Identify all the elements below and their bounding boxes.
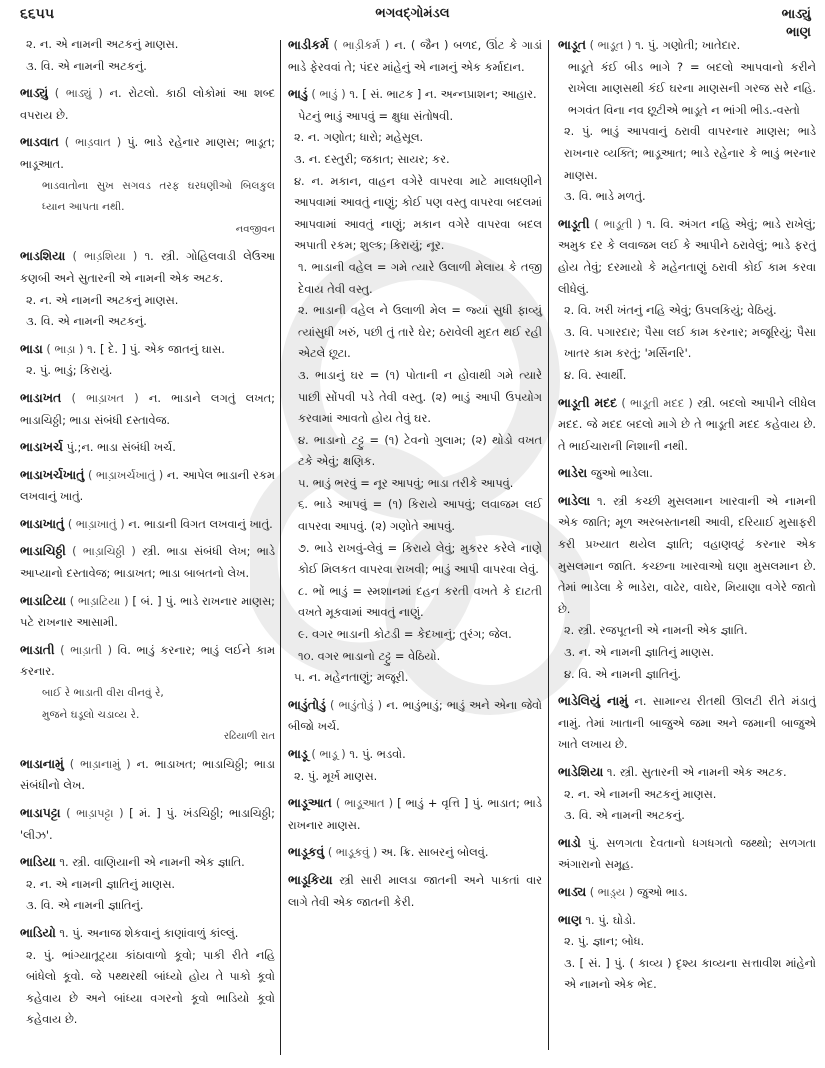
column-3 (558, 34, 816, 1054)
continuation-line: ૨. ન. એ નામની અટકનું માણસ. (26, 37, 179, 51)
guide-word-last: ભાણ (786, 25, 811, 40)
dictionary-entry (288, 792, 542, 836)
sub-sense: ૨. પું. ભાંગ્યાતૂટ્યા કાંઠાવાળો કૂવો; પાકી રીતે નહિ બાંધેલો કૂવો. જે પથ્થરથી બાંધ્યો હોય તે પાકો કૂવો કહેવાય છે અને બાંધ્યા વગરનો કૂવો ભાડિયો કૂવો કહેવાય છે. (26, 947, 275, 1027)
headword: ભાડૂકિયા (288, 871, 333, 887)
headword: ભાડૂ (288, 746, 308, 761)
sub-sense: ૪. વિ. સ્વાર્થી. (564, 367, 627, 382)
definition: ૧. પું. અનાજ શેકવાનું કાણાંવાળું કાંલ્લું. (59, 925, 239, 940)
dictionary-entry (288, 743, 542, 787)
dictionary-entry (20, 34, 275, 77)
citation-source-row (20, 219, 275, 241)
definition: વિ. ભાડું કરનાર; ભાડું લઈને કામ કરનાર. (20, 642, 275, 679)
idiom-line: પેટનું ભાડું આપવું = ક્ષુધા સંતોષવી. (298, 108, 454, 123)
headword: ભાડાનામું (20, 755, 64, 771)
entry-main (558, 490, 816, 621)
pronunciation: ( ભાડ઼ાખાતું ) (67, 516, 125, 531)
definition: સ્ત્રી સારી માલડા જાતની અને પાકતાં વાર લાગે તેવી એક જાતની કેરી. (288, 872, 543, 909)
definition: ૧. પું. ભડવો. (349, 747, 406, 761)
sub-sense: ૪. ન. મકાન, વાહન વગેરે વાપરવા માટે માલધણીને આપવામાં આવતું નાણું; કોઈ પણ વસ્તુ વાપરવા બદલમાં આપવામાં આવતું નાણું; મકાન વગેરે વાપરવા બદલ અપાતી રકમ; શુલ્ક; કિરાયું; નૂર. (294, 173, 542, 253)
dictionary-entry (288, 694, 542, 738)
sub-sense: ૨. વિ. ખરી ખંતનું નહિ એવું; ઉપલકિયું; વેઠિયું. (564, 303, 777, 318)
dictionary-entry (558, 761, 816, 827)
entry-main (288, 34, 542, 78)
definition: ન. ( જૈન ) બળદ, ઊંટ કે ગાડાં ભાડે ફેરવવાં તે; પંદર માંહેનું એ નામનું એક કર્માદાન. (288, 38, 543, 74)
dictionary-entry (288, 841, 542, 864)
sub-sense: ૨. ન. એ નામની અટકનું માણસ. (564, 786, 717, 801)
headword: ભાડાતી (20, 641, 55, 657)
headword: ભાડાટિયા (20, 592, 66, 608)
column-divider (280, 40, 281, 1055)
dictionary-entry (20, 436, 275, 459)
dictionary-entry (558, 909, 816, 996)
sub-sense: ૪. વિ. એ નામની જ્ઞાતિનું. (564, 666, 681, 681)
sub-sense: ૩. વિ. એ નામની જ્ઞાતિનું. (26, 898, 144, 913)
entry-main (558, 761, 816, 784)
definition: પું. ભાડે રહેનાર માણસ; ભાડૂત; ભાડૂઆત. (20, 135, 275, 171)
definition: [ ભાડું + વૃત્તિ ] પું. ભાડાત; ભાડે રાખનાર માણસ. (288, 796, 543, 832)
headword: ભાડું (288, 86, 308, 102)
entry-main (288, 694, 542, 738)
pronunciation: ( ભાડ઼ાનામું ) (69, 756, 131, 771)
entry-main (20, 922, 275, 945)
headword: ભાડૂઆત (288, 795, 332, 811)
headword: ભાડ્યું (20, 85, 49, 101)
dictionary-entry (20, 245, 275, 332)
sub-sense: ૩. વિ. ભાડે મળતું. (564, 189, 646, 204)
idiom-line: ૫. ભાડું ભરવું = નૂર આપવું; ભાડા તરીકે આપવું. (298, 475, 514, 490)
headword: ભાડિયો (20, 924, 56, 940)
citation-source: નવજીવન (235, 223, 275, 235)
pronunciation: ( ભાડ઼ાતી ) (60, 642, 113, 657)
sub-sense: ૨. ન. એ નામની જ્ઞાતિનું માણસ. (26, 876, 176, 891)
sub-sense: ૨. ન. ગણોત; ધારો; મહેસૂલ. (294, 130, 424, 145)
pronunciation: ( ભાડ઼ું ) (311, 87, 346, 102)
pronunciation: ( ભાડ઼ીકર્મ ) (333, 38, 390, 52)
entry-main (558, 213, 816, 300)
headword: ભાડાખાતું (20, 515, 65, 531)
dictionary-entry (288, 869, 542, 913)
definition: [ બં. ] પું. ભાડે રાખનાર માણસ; પટે રાખનાર આસામી. (20, 593, 276, 630)
dictionary-entry (20, 922, 275, 1031)
citation-quote-line: મુજને ઘડૂલો ચડાવ્ય રે. (42, 708, 140, 721)
pronunciation: ( ભાડ઼ા ) (46, 341, 84, 356)
idiom-line: ૧૦. વગર ભાડાનો ટટ્ટુ = વેઠિયો. (298, 648, 441, 663)
idiom-line: ૯. વગર ભાડાની કોટડી = કેદખાનું; તુરંગ; જેલ. (298, 627, 512, 642)
dictionary-entry (288, 83, 542, 689)
headword: ભાડૂતી મદદ (558, 394, 618, 410)
dictionary-entry (20, 851, 275, 917)
column-1 (20, 34, 275, 1054)
definition: પું. સળગતા દેવતાનો ધગધગતો જથ્થો; સળગતા અંગારાનો સમૂહ. (558, 835, 817, 872)
entry-main (288, 743, 542, 766)
headword: ભાડાચિઠ્ઠી (20, 543, 66, 559)
idiom-line: ૩. ભાડાનું ઘર = (૧) પોતાની ન હોવાથી ગમે ત્યારે પાછી સોંપવી પડે તેવી વસ્તુ. (૨) ભાડું આપી ઉપયોગ કરવામાં આવતો હોય તેવું ઘર. (298, 367, 542, 426)
sub-sense: ૩. ન. દસ્તુરી; જકાત; સાયર; કર. (294, 151, 450, 166)
sub-sense: ૩. [ સં. ] પું. ( કાવ્ય ) દૃશ્ય કાવ્યના સત્તાવીશ માંહેનો એ નામનો એક ભેદ. (564, 955, 816, 992)
dictionary-entry (558, 490, 816, 685)
definition: અ. ક્રિ. સાબરનું બોલવું. (380, 845, 489, 860)
definition: ૧. [ દે. ] પું. એક જાતનું ઘાસ. (87, 341, 225, 356)
dictionary-entry (558, 34, 816, 208)
dictionary-entry (20, 338, 275, 382)
entry-main (20, 540, 275, 584)
definition: સ્ત્રી. ભાડા સંબંધી લેખ; ભાડે આપ્યાનો દસ્તાવેજ; ભાડાખત; ભાડા બાબતનો લેખ. (20, 544, 276, 581)
dictionary-entry (20, 590, 275, 634)
pronunciation: ( ભાડ઼ૂતી મદદ ) (621, 395, 693, 410)
headword: ભાડુંતોડું (288, 696, 326, 712)
sub-sense: ૨. પું. ભાડું; કિરાયું. (26, 363, 113, 378)
dictionary-entry (20, 802, 275, 846)
definition: ૧. પું. ગણોતી; ખાતેદાર. (635, 38, 741, 52)
definition: ન. ભાડાખત; ભાડાચિઠ્ઠી; ભાડા સંબંધીનો લેખ. (20, 756, 276, 793)
headword: ભાડાખત (20, 389, 62, 405)
sub-sense: ૨. પું. જ્ઞાન; બોધ. (564, 934, 645, 949)
dictionary-entry (558, 881, 816, 904)
citation-quote (20, 176, 275, 219)
quote-text: ભાડવાતોના સુખ સગવડ તરફ ઘરધણીઓ બિલકુલ ધ્યાન આપતા નથી. (42, 179, 275, 214)
idiom-line: ૮. ભોં ભાડું = સ્મશાનમાં દહન કરતી વખતે કે દાટતી વખતે મૂકવામાં આવતું નાણું. (298, 583, 542, 620)
pronunciation: ( ભાડ઼ૂતી ) (594, 216, 642, 231)
entry-main (558, 392, 816, 458)
dictionary-entry (20, 513, 275, 536)
pronunciation: ( ભાડ઼ૂઆત ) (335, 796, 394, 811)
pronunciation: ( ભાડ઼ાટિયા ) (69, 593, 129, 608)
dictionary-entry (558, 392, 816, 458)
pronunciation: ( ભાડ઼શિયા ) (72, 249, 138, 264)
headword: ભાડિયા (20, 854, 56, 870)
entry-main (558, 34, 816, 57)
idiom-line: ૭. ભાડે રાખવું-લેવું = કિરાયે લેવું; મુકરર કરેલે નાણે કોઈ મિલકત વાપરવા રાખવી; ભાડું આપી વાપરવા લેવું. (298, 540, 542, 577)
pronunciation: ( ભાડ઼ાખર્ચખાતું ) (87, 467, 164, 482)
headword: ભાડ્ય (558, 883, 587, 899)
pronunciation: ( ભાડ઼ૂત ) (589, 38, 632, 52)
entry-main (288, 792, 542, 836)
entry-main (20, 245, 275, 289)
pronunciation: ( ભાડ઼ૂ ) (311, 747, 346, 761)
sub-sense: ૨. પું. મૂર્ખ માણસ. (294, 768, 378, 783)
dictionary-entry (20, 753, 275, 797)
headword: ભાડાપટ્ટા (20, 805, 61, 820)
headword: ભાડૂત (558, 37, 586, 52)
headword: ભાડેશિયા (558, 764, 604, 779)
dictionary-entry (20, 131, 275, 240)
sub-sense: ૫. ન. મહેનતાણું; મજૂરી. (294, 670, 409, 685)
sub-sense: ૨. પું. ભાડું આપવાનું ઠરાવી વાપરનાર માણસ; ભાડે રાખનાર વ્યક્તિ; ભાડૂઆત; ભાડે રહેનાર કે ભાડું ભરનાર માણસ. (564, 124, 816, 182)
definition: ન. સામાન્ય રીતથી ઊલટી રીતે મંડાતું નામું. તેમાં ખાતાની બાજુએ જમા અને જમાની બાજુએ ખાતે લખાય છે. (558, 694, 816, 752)
definition: ૧. સ્ત્રી. ગોહિલવાડી લેઉઆ કણબી અને સુતારની એ નામની એક અટક. (20, 249, 275, 285)
headword: ભાણ (558, 911, 582, 927)
dictionary-entry (558, 213, 816, 387)
sub-sense: ૨. ન. એ નામની અટકનું માણસ. (26, 292, 179, 307)
page-number: ૬૬૫૫ (20, 6, 55, 22)
definition: [ મં. ] પું. ખંડચિઠ્ઠી; ભાડાચિઠ્ઠી; 'લીઝ'. (20, 806, 275, 842)
headword: ભાડો (558, 834, 581, 850)
definition: ૧. [ સં. ભાટક ] ન. અન્નપ્રાશન; આહાર. (349, 87, 537, 102)
dictionary-entry (558, 462, 816, 485)
headword: ભાડૂતી (558, 215, 590, 231)
entry-main (20, 82, 275, 126)
pronunciation: ( ભાડ઼વાત ) (64, 135, 122, 150)
dictionary-entry (558, 690, 816, 756)
column-2 (288, 34, 542, 1054)
definition: ન. ભાડુંભાડું; ભાડું અને એના જેવો બીજો ખર્ચ. (288, 697, 542, 734)
entry-main (558, 462, 816, 485)
idiom-line: ૨. ભાડાની વહેલ ને ઉલાળી મેલ = જ્યાં સુધી ફાવ્યું ત્યાંસુધી ખરું, પછી તું તારે ઘેર; ઠરાવેલી મુદત થઈ રહી એટલે છૂટા. (298, 303, 542, 361)
sub-sense: ૩. વિ. એ નામની અટકનું. (26, 314, 147, 329)
idiom-line: ૪. ભાડાનો ટટ્ટુ = (૧) ટેવનો ગુલામ; (૨) થોડો વખત ટકે એવું; ક્ષણિક. (298, 432, 542, 469)
definition: ૧. સ્ત્રી. વાણિયાની એ નામની એક જ્ઞાતિ. (59, 855, 245, 870)
dictionary-entry (20, 82, 275, 126)
definition: જુઓ ભાડ. (636, 884, 688, 899)
dictionary-entry (20, 639, 275, 748)
headword: ભાડૂકવું (288, 844, 325, 860)
dictionary-entry (20, 464, 275, 508)
entry-main (20, 753, 275, 797)
sub-sense: ૩. વિ. એ નામની અટકનું. (564, 808, 685, 823)
entry-main (20, 464, 275, 508)
book-title: ભગવદ્ગોમંડલ (375, 6, 450, 21)
sub-sense: ૩. વિ. પગારદાર; પૈસા લઈ કામ કરનાર; મજૂરિયું; પૈસા ખાતર કામ કરતું; 'મર્સિનરિ'. (564, 324, 816, 361)
pronunciation: ( ભાડ઼ૂકવું ) (327, 845, 378, 860)
definition: ન. ભાડાને લગતું લખત; ભાડાચિઠ્ઠી; ભાડા સંબંધી દસ્તાવેજ. (20, 390, 276, 427)
dictionary-entry (20, 387, 275, 431)
entry-main (20, 436, 275, 459)
entry-main (20, 590, 275, 634)
entry-main (558, 909, 816, 932)
definition: પું.;ન. ભાડા સંબંધી ખર્ચ. (66, 440, 176, 455)
entry-main (558, 881, 816, 904)
entry-main (558, 832, 816, 876)
dictionary-entry (20, 540, 275, 584)
entry-main (288, 83, 542, 106)
idiom-line: ભાડૂતે કંઈ બીડ ભાગે ? = બદલો આપવાનો કરીને રાખેલા માણસથી કંઈ ઘરના માણસની ગરજ સરે નહિ. ભગવંત વિના નવ છૂટીએ ભાડૂતે ન ભાંગી ભીડ.-વસ્તો (568, 59, 816, 117)
entry-main (288, 841, 542, 864)
entry-main (20, 338, 275, 361)
definition: ૧. સ્ત્રી. સુતારની એ નામની એક અટક. (606, 765, 787, 779)
headword: ભાડેલિયું નામું (558, 693, 629, 709)
pronunciation: ( ભાડ્યું ) (54, 86, 103, 101)
citation-source: રઢિયાળી રાત (223, 731, 275, 743)
headword: ભાડેલા (558, 492, 591, 508)
continuation-line: ૩. વિ. એ નામની અટકનું. (26, 58, 147, 73)
entry-main (20, 851, 275, 874)
dictionary-entry (288, 34, 542, 78)
guide-word-first: ભાડ્યું (781, 7, 811, 22)
definition: જુઓ ભાડેલા. (590, 466, 653, 481)
dictionary-entry (558, 832, 816, 876)
pronunciation: ( ભાડ઼ાપટ્ટા ) (66, 806, 124, 820)
headword: ભાડવાત (20, 134, 59, 150)
headword: ભાડશિયા (20, 248, 66, 264)
headword: ભાડેરા (558, 465, 588, 481)
pronunciation: ( ભાડ઼ુંતોડું ) (330, 697, 383, 712)
entry-main (20, 639, 275, 683)
entry-main (20, 387, 275, 431)
definition: ન. ભાડાની વિગત લખવાનું ખાતું. (128, 516, 273, 531)
sub-sense: ૩. ન. એ નામની જ્ઞાતિનું માણસ. (564, 645, 714, 660)
headword: ભાડાખર્ચખાતું (20, 466, 85, 482)
definition: ૧. પું. ઘોડો. (585, 912, 636, 927)
sub-sense: ૨. સ્ત્રી. રજપૂતની એ નામની એક જ્ઞાતિ. (564, 623, 748, 638)
entry-main (288, 869, 542, 913)
pronunciation: ( ભાડ઼ાખત ) (71, 390, 139, 405)
definition: સ્ત્રી. બદલો આપીને લીધેલ મદદ. જે મદદ બદલો માગે છે તે ભાડૂતી મદદ કહેવાય છે. તે ભાઈચારાની નિશાની નથી. (558, 395, 816, 453)
idiom-line: ૧. ભાડાની વહેલ = ગમે ત્યારે ઉલાળી મેલાય કે તજી દેવાય તેવી વસ્તુ. (298, 259, 542, 296)
definition: ન. આપેલ ભાડાની રકમ લખવાનું ખાતું. (20, 467, 275, 504)
citation-source-row (20, 726, 275, 748)
definition: ૧. વિ. અંગત નહિ એવું; ભાડે રાખેલું; અમુક દર કે લવાજમ લઈ કે આપીને ઠરાવેલું; ભાડે ફરતું હોય તેવું; દરમાયો કે મહેનતાણું ઠરાવી કોઈ કામ કરવા લીધેલું. (558, 216, 816, 296)
pronunciation: ( ભાડ઼ાચિઠ્ઠી ) (72, 544, 136, 559)
citation-quote-line: બાઈ રે ભાડાતી વીરા વીનવું રે, (42, 687, 164, 700)
entry-main (20, 513, 275, 536)
headword: ભાડીકર્મ (288, 37, 329, 52)
entry-main (20, 131, 275, 175)
definition: ન. રોટલો. કાઠી લોકોમાં આ શબ્દ વપરાય છે. (20, 86, 276, 122)
pronunciation: ( ભાડ઼્ય ) (589, 884, 634, 899)
column-divider (548, 40, 549, 1050)
headword: ભાડા (20, 340, 43, 356)
entry-main (558, 690, 816, 756)
definition: ૧. સ્ત્રી કચ્છી મુસલમાન ખારવાની એ નામની એક જાતિ; મૂળ અરબસ્તાનથી આવી, દરિયાઈ મુસાફરી કરી પ્રખ્યાત થયેલ જ્ઞાતિ; વહાણવટું કરનાર એક મુસલમાન જાતિ. કચ્છના ખારવાઓ ઘણા મુસલમાન છે. તેમાં ભાડેલા કે ભાડેરા, વાઢેર, વાઘેર, મિયાણા વગેરે જાતો છે. (558, 493, 816, 616)
idiom-line: ૬. ભાડે આપવું = (૧) કિરાયે આપવું; લવાજમ લઈ વાપરવા આપવું. (૨) ગણોતે આપવું. (298, 497, 542, 534)
headword: ભાડાખર્ચ (20, 439, 63, 455)
entry-main (20, 802, 275, 846)
